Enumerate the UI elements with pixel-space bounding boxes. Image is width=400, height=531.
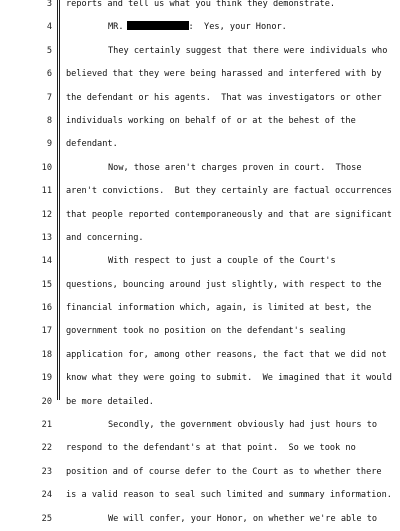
- line-number: 7: [46, 92, 52, 103]
- transcript-line: [0, 414, 400, 437]
- line-text: They certainly suggest that there were individuals who: [108, 45, 388, 56]
- line-text: respond to the defendant's at that point. So we took no: [66, 443, 356, 454]
- transcript-line: [0, 227, 400, 250]
- transcript-line: [0, 320, 400, 343]
- transcript-line: [0, 110, 400, 133]
- line-number: 16: [41, 303, 52, 314]
- redaction-bar: [127, 21, 189, 30]
- line-text: We will confer, your Honor, on whether we're able to: [108, 513, 378, 524]
- line-text: position and of course defer to the Court as to whether there: [66, 466, 382, 477]
- transcript-line: [0, 204, 400, 227]
- line-text: questions, bouncing around just slightly, with respect to the: [66, 279, 382, 290]
- line-text: be more detailed.: [66, 396, 154, 407]
- transcript-line: [0, 274, 400, 297]
- line-text: financial information which, again, is limited at best, the: [66, 303, 372, 314]
- transcript-line: [0, 297, 400, 320]
- transcript-line: [0, 437, 400, 460]
- speaker-response: : Yes, your Honor.: [188, 22, 287, 33]
- transcript-line: [0, 391, 400, 414]
- line-number: 19: [41, 373, 52, 384]
- line-number: 10: [41, 162, 52, 173]
- transcript-line: [0, 508, 400, 531]
- line-number: 8: [46, 115, 52, 126]
- line-text: [108, 16, 394, 39]
- transcript-line: [0, 0, 400, 16]
- line-number: 13: [41, 232, 52, 243]
- line-text: Now, those aren't charges proven in court. Those: [108, 162, 362, 173]
- line-number: 14: [41, 256, 52, 267]
- transcript-line: [0, 250, 400, 273]
- line-number: 6: [46, 69, 52, 80]
- line-number: 21: [41, 420, 52, 431]
- line-number: 18: [41, 349, 52, 360]
- transcript-line: [0, 461, 400, 484]
- transcript-line: [0, 367, 400, 390]
- transcript-line: [0, 87, 400, 110]
- transcript-line: [0, 16, 400, 39]
- line-number: 11: [41, 186, 52, 197]
- line-number: 17: [41, 326, 52, 337]
- transcript-line: [0, 484, 400, 507]
- line-text: know what they were going to submit. We imagined that it would: [66, 373, 392, 384]
- transcript-line: [0, 40, 400, 63]
- line-number: 3: [46, 0, 52, 9]
- line-text: and concerning.: [66, 232, 144, 243]
- transcript-line: [0, 344, 400, 367]
- line-number: 20: [41, 396, 52, 407]
- line-text: reports and tell us what you think they demonstrate.: [66, 0, 336, 9]
- line-number: 12: [41, 209, 52, 220]
- line-number: 15: [41, 279, 52, 290]
- line-text: is a valid reason to seal such limited and summary information.: [66, 490, 392, 501]
- line-text: application for, among other reasons, the fact that we did not: [66, 349, 387, 360]
- line-text: defendant.: [66, 139, 118, 150]
- line-text: that people reported contemporaneously and that are significant: [66, 209, 392, 220]
- speaker-prefix: MR.: [108, 22, 124, 33]
- line-text: individuals working on behalf of or at the behest of the: [66, 115, 356, 126]
- line-text: Secondly, the government obviously had just hours to: [108, 420, 378, 431]
- line-number: 9: [46, 139, 52, 150]
- line-number: 24: [41, 490, 52, 501]
- transcript-line: [0, 63, 400, 86]
- line-number: 25: [41, 513, 52, 524]
- line-text: aren't convictions. But they certainly are factual occurrences: [66, 186, 392, 197]
- line-text: government took no position on the defendant's sealing: [66, 326, 346, 337]
- line-text: With respect to just a couple of the Court's: [108, 256, 336, 267]
- line-number: 5: [46, 45, 52, 56]
- line-number: 4: [46, 22, 52, 33]
- line-text: believed that they were being harassed and interfered with by: [66, 69, 382, 80]
- transcript-line: [0, 157, 400, 180]
- line-text: the defendant or his agents. That was investigators or other: [66, 92, 382, 103]
- line-number: 23: [41, 466, 52, 477]
- line-number: 22: [41, 443, 52, 454]
- transcript-line: [0, 133, 400, 156]
- transcript-line: [0, 180, 400, 203]
